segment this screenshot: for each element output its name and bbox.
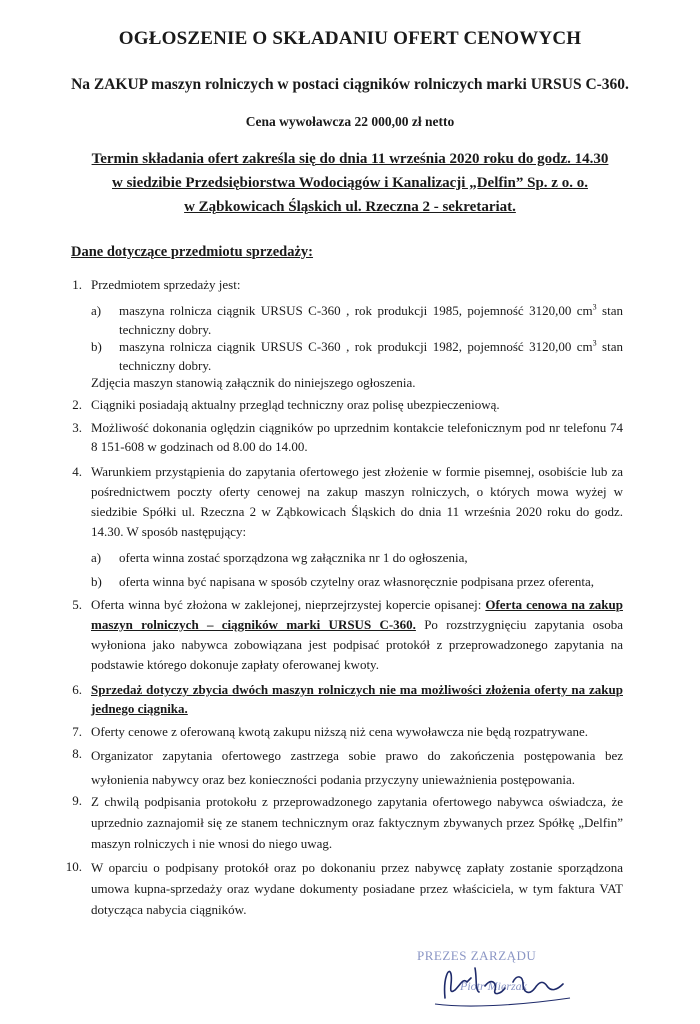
sub-text: maszyna rolnicza ciągnik URSUS C-360 , rok produkcji 1985, pojemność 3120,00 $cm^3$ stan techniczny dobry. (119, 302, 623, 337)
stamp-title: PREZES ZARZĄDU (417, 948, 537, 963)
deadline-line-1: Termin składania ofert zakreśla się do dnia 11 września 2020 roku do godz. 14.30 (91, 151, 609, 167)
signature-underline (435, 998, 570, 1006)
sub-letter: a) (91, 303, 102, 318)
section-heading: Dane dotyczące przedmiotu sprzedaży: (71, 244, 314, 260)
document-title: OGŁOSZENIE O SKŁADANIU OFERT CENOWYCH (118, 28, 582, 49)
item-number: 1. (72, 277, 82, 292)
deadline-line-3: w Ząbkowicach Śląskich ul. Rzeczna 2 - sekretariat. (184, 199, 516, 215)
signature-svg (405, 938, 595, 1018)
deadline-line-2: w siedzibie Przedsiębiorstwa Wodociągów i Kanalizacji „Delfin” Sp. z o. o. (112, 175, 588, 191)
stamp-name: Piotr Mierzak (460, 979, 527, 993)
document-subtitle: Na ZAKUP maszyn rolniczych w postaci ciągników rolniczych marki URSUS C-360. (71, 76, 629, 93)
starting-price: Cena wywoławcza 22 000,00 zł netto (245, 114, 455, 129)
envelope-label: Oferta cenowa na zakup maszyn rolniczych – ciągników marki URSUS C-360. (91, 597, 623, 632)
item-text: Przedmiotem sprzedaży jest: (91, 277, 241, 292)
signature-stamp (405, 938, 595, 1018)
deadline-block (0, 147, 700, 219)
sub-text: maszyna rolnicza ciągnik URSUS C-360 , rok produkcji 1982, pojemność 3120,00 $cm^3$ stan techniczny dobry. (119, 338, 623, 373)
sub-letter: b) (91, 339, 102, 354)
